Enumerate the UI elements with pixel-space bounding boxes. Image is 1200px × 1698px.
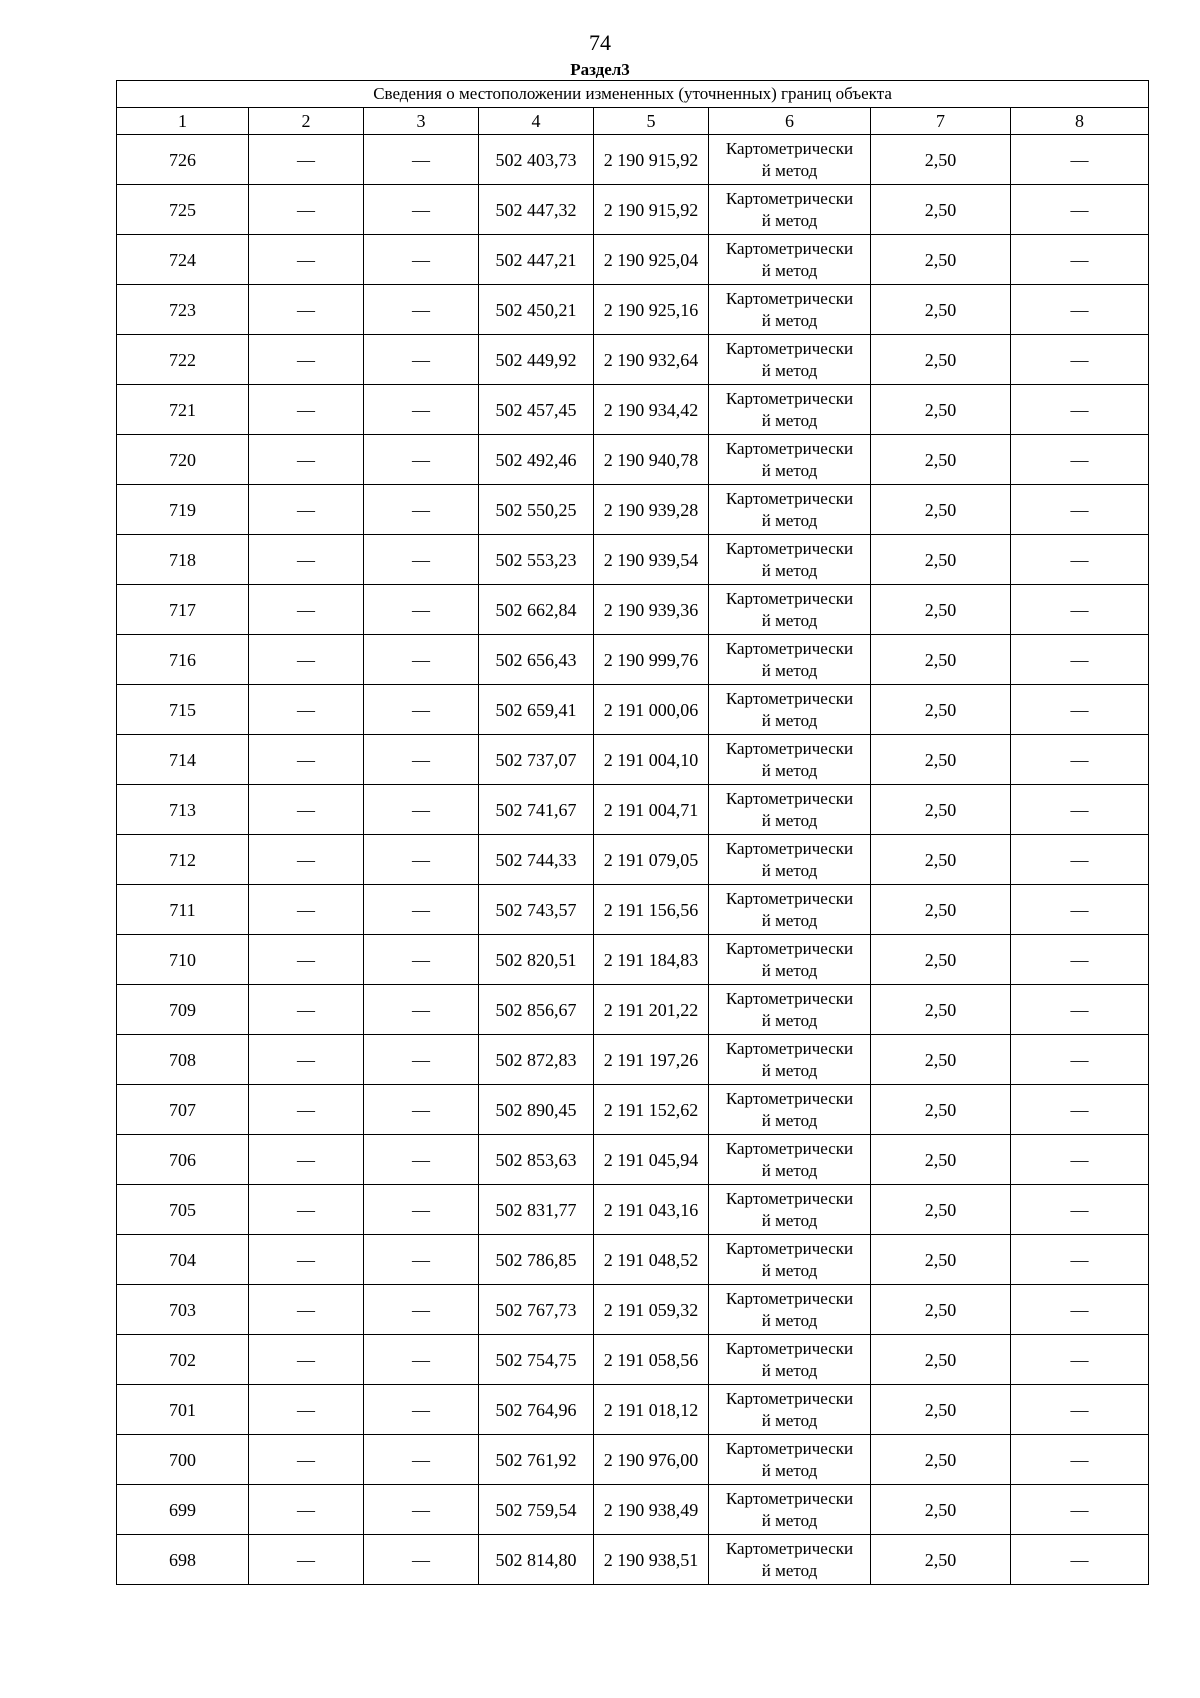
method-cell: Картометрически й метод	[709, 1435, 871, 1485]
method-cell: Картометрически й метод	[709, 835, 871, 885]
point-number-cell: 708	[117, 1035, 249, 1085]
x-coordinate-cell: 502 447,21	[479, 235, 594, 285]
method-cell: Картометрически й метод	[709, 1185, 871, 1235]
table-row	[117, 1035, 1149, 1085]
point-number-cell: 699	[117, 1485, 249, 1535]
column-8-cell: —	[1011, 485, 1149, 535]
page-number: 74	[589, 30, 611, 55]
x-coordinate-cell: 502 449,92	[479, 335, 594, 385]
table-row	[117, 585, 1149, 635]
x-coordinate-cell: 502 744,33	[479, 835, 594, 885]
method-cell: Картометрически й метод	[709, 1485, 871, 1535]
table-row	[117, 1435, 1149, 1485]
y-coordinate-cell: 2 191 152,62	[594, 1085, 709, 1135]
table-row	[117, 1135, 1149, 1185]
column-2-cell: —	[249, 485, 364, 535]
accuracy-cell: 2,50	[871, 1335, 1011, 1385]
table-row	[117, 1285, 1149, 1335]
y-coordinate-cell: 2 191 201,22	[594, 985, 709, 1035]
column-3-cell: —	[364, 685, 479, 735]
column-3-cell: —	[364, 435, 479, 485]
point-number-cell: 724	[117, 235, 249, 285]
column-3-cell: —	[364, 335, 479, 385]
point-number-cell: 722	[117, 335, 249, 385]
y-coordinate-cell: 2 190 938,49	[594, 1485, 709, 1535]
column-3-cell: —	[364, 635, 479, 685]
point-number-cell: 721	[117, 385, 249, 435]
point-number-cell: 713	[117, 785, 249, 835]
column-8-cell: —	[1011, 1235, 1149, 1285]
table-row	[117, 385, 1149, 435]
column-8-cell: —	[1011, 385, 1149, 435]
x-coordinate-cell: 502 403,73	[479, 135, 594, 185]
column-8-cell: —	[1011, 135, 1149, 185]
x-coordinate-cell: 502 767,73	[479, 1285, 594, 1335]
column-2-cell: —	[249, 685, 364, 735]
column-2-cell: —	[249, 435, 364, 485]
x-coordinate-cell: 502 786,85	[479, 1235, 594, 1285]
table-caption-row	[117, 81, 1149, 108]
column-8-cell: —	[1011, 635, 1149, 685]
column-2-cell: —	[249, 1235, 364, 1285]
x-coordinate-cell: 502 659,41	[479, 685, 594, 735]
table-row	[117, 1385, 1149, 1435]
column-header: 1	[117, 108, 249, 135]
point-number-cell: 706	[117, 1135, 249, 1185]
table-row	[117, 635, 1149, 685]
column-8-cell: —	[1011, 1035, 1149, 1085]
x-coordinate-cell: 502 759,54	[479, 1485, 594, 1535]
x-coordinate-cell: 502 872,83	[479, 1035, 594, 1085]
table-row	[117, 535, 1149, 585]
column-2-cell: —	[249, 1135, 364, 1185]
point-number-cell: 711	[117, 885, 249, 935]
accuracy-cell: 2,50	[871, 1385, 1011, 1435]
method-cell: Картометрически й метод	[709, 885, 871, 935]
method-cell: Картометрически й метод	[709, 535, 871, 585]
x-coordinate-cell: 502 550,25	[479, 485, 594, 535]
point-number-cell: 716	[117, 635, 249, 685]
table-row	[117, 135, 1149, 185]
column-8-cell: —	[1011, 1535, 1149, 1585]
table-row	[117, 235, 1149, 285]
column-2-cell: —	[249, 735, 364, 785]
table-body	[117, 135, 1149, 1585]
column-2-cell: —	[249, 1535, 364, 1585]
column-3-cell: —	[364, 1135, 479, 1185]
accuracy-cell: 2,50	[871, 485, 1011, 535]
column-3-cell: —	[364, 585, 479, 635]
table-row	[117, 835, 1149, 885]
accuracy-cell: 2,50	[871, 1085, 1011, 1135]
column-3-cell: —	[364, 1485, 479, 1535]
table-row	[117, 1485, 1149, 1535]
accuracy-cell: 2,50	[871, 1435, 1011, 1485]
table-row	[117, 735, 1149, 785]
y-coordinate-cell: 2 190 938,51	[594, 1535, 709, 1585]
y-coordinate-cell: 2 190 939,28	[594, 485, 709, 535]
method-cell: Картометрически й метод	[709, 1035, 871, 1085]
accuracy-cell: 2,50	[871, 935, 1011, 985]
column-8-cell: —	[1011, 835, 1149, 885]
y-coordinate-cell: 2 190 932,64	[594, 335, 709, 385]
point-number-cell: 704	[117, 1235, 249, 1285]
column-header: 3	[364, 108, 479, 135]
x-coordinate-cell: 502 662,84	[479, 585, 594, 635]
table-row	[117, 185, 1149, 235]
coordinates-table	[116, 80, 1149, 1585]
method-cell: Картометрически й метод	[709, 735, 871, 785]
x-coordinate-cell: 502 457,45	[479, 385, 594, 435]
table-row	[117, 935, 1149, 985]
column-3-cell: —	[364, 1335, 479, 1385]
point-number-cell: 725	[117, 185, 249, 235]
column-2-cell: —	[249, 1285, 364, 1335]
point-number-cell: 701	[117, 1385, 249, 1435]
method-cell: Картометрически й метод	[709, 685, 871, 735]
column-3-cell: —	[364, 485, 479, 535]
y-coordinate-cell: 2 191 079,05	[594, 835, 709, 885]
column-3-cell: —	[364, 1085, 479, 1135]
column-2-cell: —	[249, 1435, 364, 1485]
x-coordinate-cell: 502 553,23	[479, 535, 594, 585]
accuracy-cell: 2,50	[871, 585, 1011, 635]
column-8-cell: —	[1011, 885, 1149, 935]
column-2-cell: —	[249, 1335, 364, 1385]
column-8-cell: —	[1011, 185, 1149, 235]
column-3-cell: —	[364, 1285, 479, 1335]
column-8-cell: —	[1011, 1135, 1149, 1185]
accuracy-cell: 2,50	[871, 785, 1011, 835]
column-8-cell: —	[1011, 585, 1149, 635]
column-2-cell: —	[249, 635, 364, 685]
column-8-cell: —	[1011, 985, 1149, 1035]
column-2-cell: —	[249, 585, 364, 635]
accuracy-cell: 2,50	[871, 685, 1011, 735]
accuracy-cell: 2,50	[871, 535, 1011, 585]
column-2-cell: —	[249, 135, 364, 185]
column-3-cell: —	[364, 1435, 479, 1485]
column-8-cell: —	[1011, 1185, 1149, 1235]
y-coordinate-cell: 2 191 018,12	[594, 1385, 709, 1435]
column-header-row	[117, 108, 1149, 135]
column-3-cell: —	[364, 985, 479, 1035]
method-cell: Картометрически й метод	[709, 185, 871, 235]
y-coordinate-cell: 2 191 043,16	[594, 1185, 709, 1235]
y-coordinate-cell: 2 190 940,78	[594, 435, 709, 485]
column-3-cell: —	[364, 835, 479, 885]
column-header: 8	[1011, 108, 1149, 135]
y-coordinate-cell: 2 191 045,94	[594, 1135, 709, 1185]
x-coordinate-cell: 502 856,67	[479, 985, 594, 1035]
method-cell: Картометрически й метод	[709, 1135, 871, 1185]
accuracy-cell: 2,50	[871, 185, 1011, 235]
point-number-cell: 712	[117, 835, 249, 885]
x-coordinate-cell: 502 737,07	[479, 735, 594, 785]
accuracy-cell: 2,50	[871, 1135, 1011, 1185]
column-3-cell: —	[364, 935, 479, 985]
accuracy-cell: 2,50	[871, 135, 1011, 185]
point-number-cell: 717	[117, 585, 249, 635]
column-8-cell: —	[1011, 435, 1149, 485]
point-number-cell: 719	[117, 485, 249, 535]
accuracy-cell: 2,50	[871, 1485, 1011, 1535]
method-cell: Картометрически й метод	[709, 635, 871, 685]
column-2-cell: —	[249, 935, 364, 985]
column-2-cell: —	[249, 185, 364, 235]
column-header: 7	[871, 108, 1011, 135]
y-coordinate-cell: 2 191 184,83	[594, 935, 709, 985]
point-number-cell: 710	[117, 935, 249, 985]
table-row	[117, 435, 1149, 485]
x-coordinate-cell: 502 814,80	[479, 1535, 594, 1585]
x-coordinate-cell: 502 853,63	[479, 1135, 594, 1185]
column-8-cell: —	[1011, 1435, 1149, 1485]
table-row	[117, 485, 1149, 535]
x-coordinate-cell: 502 450,21	[479, 285, 594, 335]
y-coordinate-cell: 2 191 197,26	[594, 1035, 709, 1085]
method-cell: Картометрически й метод	[709, 385, 871, 435]
table-row	[117, 1085, 1149, 1135]
method-cell: Картометрически й метод	[709, 1385, 871, 1435]
column-2-cell: —	[249, 285, 364, 335]
point-number-cell: 714	[117, 735, 249, 785]
y-coordinate-cell: 2 191 048,52	[594, 1235, 709, 1285]
column-3-cell: —	[364, 885, 479, 935]
y-coordinate-cell: 2 190 915,92	[594, 185, 709, 235]
point-number-cell: 698	[117, 1535, 249, 1585]
y-coordinate-cell: 2 190 939,36	[594, 585, 709, 635]
method-cell: Картометрически й метод	[709, 1285, 871, 1335]
y-coordinate-cell: 2 191 000,06	[594, 685, 709, 735]
method-cell: Картометрически й метод	[709, 135, 871, 185]
y-coordinate-cell: 2 190 934,42	[594, 385, 709, 435]
point-number-cell: 700	[117, 1435, 249, 1485]
table-row	[117, 885, 1149, 935]
column-2-cell: —	[249, 985, 364, 1035]
column-3-cell: —	[364, 1235, 479, 1285]
accuracy-cell: 2,50	[871, 435, 1011, 485]
point-number-cell: 720	[117, 435, 249, 485]
table-row	[117, 785, 1149, 835]
column-3-cell: —	[364, 1535, 479, 1585]
column-header: 4	[479, 108, 594, 135]
x-coordinate-cell: 502 761,92	[479, 1435, 594, 1485]
accuracy-cell: 2,50	[871, 835, 1011, 885]
method-cell: Картометрически й метод	[709, 785, 871, 835]
column-3-cell: —	[364, 1185, 479, 1235]
point-number-cell: 723	[117, 285, 249, 335]
accuracy-cell: 2,50	[871, 235, 1011, 285]
method-cell: Картометрически й метод	[709, 285, 871, 335]
x-coordinate-cell: 502 820,51	[479, 935, 594, 985]
method-cell: Картометрически й метод	[709, 585, 871, 635]
column-2-cell: —	[249, 1485, 364, 1535]
accuracy-cell: 2,50	[871, 1235, 1011, 1285]
method-cell: Картометрически й метод	[709, 235, 871, 285]
table-row	[117, 285, 1149, 335]
column-2-cell: —	[249, 1385, 364, 1435]
column-2-cell: —	[249, 885, 364, 935]
accuracy-cell: 2,50	[871, 635, 1011, 685]
column-8-cell: —	[1011, 735, 1149, 785]
table-row	[117, 1535, 1149, 1585]
x-coordinate-cell: 502 656,43	[479, 635, 594, 685]
accuracy-cell: 2,50	[871, 885, 1011, 935]
column-2-cell: —	[249, 1185, 364, 1235]
column-2-cell: —	[249, 335, 364, 385]
method-cell: Картометрически й метод	[709, 1535, 871, 1585]
column-3-cell: —	[364, 785, 479, 835]
column-header: 6	[709, 108, 871, 135]
method-cell: Картометрически й метод	[709, 435, 871, 485]
table-row	[117, 985, 1149, 1035]
table-caption: Сведения о местоположении измененных (уточненных) границ объекта	[117, 81, 1149, 108]
point-number-cell: 707	[117, 1085, 249, 1135]
accuracy-cell: 2,50	[871, 735, 1011, 785]
method-cell: Картометрически й метод	[709, 935, 871, 985]
column-3-cell: —	[364, 1035, 479, 1085]
point-number-cell: 726	[117, 135, 249, 185]
column-2-cell: —	[249, 235, 364, 285]
column-8-cell: —	[1011, 285, 1149, 335]
method-cell: Картометрически й метод	[709, 335, 871, 385]
table-row	[117, 685, 1149, 735]
y-coordinate-cell: 2 191 156,56	[594, 885, 709, 935]
x-coordinate-cell: 502 447,32	[479, 185, 594, 235]
y-coordinate-cell: 2 190 976,00	[594, 1435, 709, 1485]
accuracy-cell: 2,50	[871, 985, 1011, 1035]
y-coordinate-cell: 2 191 059,32	[594, 1285, 709, 1335]
y-coordinate-cell: 2 190 915,92	[594, 135, 709, 185]
table-row	[117, 1185, 1149, 1235]
method-cell: Картометрически й метод	[709, 485, 871, 535]
accuracy-cell: 2,50	[871, 385, 1011, 435]
column-8-cell: —	[1011, 1485, 1149, 1535]
column-8-cell: —	[1011, 1085, 1149, 1135]
point-number-cell: 702	[117, 1335, 249, 1385]
table-row	[117, 335, 1149, 385]
y-coordinate-cell: 2 190 939,54	[594, 535, 709, 585]
section-title: Раздел3	[570, 60, 630, 79]
x-coordinate-cell: 502 764,96	[479, 1385, 594, 1435]
column-8-cell: —	[1011, 785, 1149, 835]
x-coordinate-cell: 502 890,45	[479, 1085, 594, 1135]
column-3-cell: —	[364, 185, 479, 235]
point-number-cell: 715	[117, 685, 249, 735]
x-coordinate-cell: 502 741,67	[479, 785, 594, 835]
accuracy-cell: 2,50	[871, 1285, 1011, 1335]
column-8-cell: —	[1011, 1335, 1149, 1385]
point-number-cell: 705	[117, 1185, 249, 1235]
column-8-cell: —	[1011, 685, 1149, 735]
x-coordinate-cell: 502 831,77	[479, 1185, 594, 1235]
accuracy-cell: 2,50	[871, 1185, 1011, 1235]
column-2-cell: —	[249, 385, 364, 435]
column-header: 5	[594, 108, 709, 135]
column-3-cell: —	[364, 735, 479, 785]
x-coordinate-cell: 502 492,46	[479, 435, 594, 485]
column-8-cell: —	[1011, 935, 1149, 985]
accuracy-cell: 2,50	[871, 1535, 1011, 1585]
column-header: 2	[249, 108, 364, 135]
method-cell: Картометрически й метод	[709, 985, 871, 1035]
column-2-cell: —	[249, 835, 364, 885]
column-8-cell: —	[1011, 335, 1149, 385]
column-3-cell: —	[364, 285, 479, 335]
column-3-cell: —	[364, 235, 479, 285]
column-8-cell: —	[1011, 235, 1149, 285]
y-coordinate-cell: 2 190 925,16	[594, 285, 709, 335]
column-2-cell: —	[249, 785, 364, 835]
column-2-cell: —	[249, 1085, 364, 1135]
table-row	[117, 1335, 1149, 1385]
column-3-cell: —	[364, 135, 479, 185]
y-coordinate-cell: 2 190 925,04	[594, 235, 709, 285]
table-row	[117, 1235, 1149, 1285]
method-cell: Картометрически й метод	[709, 1335, 871, 1385]
point-number-cell: 703	[117, 1285, 249, 1335]
y-coordinate-cell: 2 191 058,56	[594, 1335, 709, 1385]
column-3-cell: —	[364, 535, 479, 585]
accuracy-cell: 2,50	[871, 285, 1011, 335]
method-cell: Картометрически й метод	[709, 1235, 871, 1285]
accuracy-cell: 2,50	[871, 335, 1011, 385]
column-2-cell: —	[249, 535, 364, 585]
method-cell: Картометрически й метод	[709, 1085, 871, 1135]
y-coordinate-cell: 2 191 004,71	[594, 785, 709, 835]
column-8-cell: —	[1011, 1385, 1149, 1435]
column-8-cell: —	[1011, 1285, 1149, 1335]
y-coordinate-cell: 2 190 999,76	[594, 635, 709, 685]
y-coordinate-cell: 2 191 004,10	[594, 735, 709, 785]
point-number-cell: 718	[117, 535, 249, 585]
accuracy-cell: 2,50	[871, 1035, 1011, 1085]
column-2-cell: —	[249, 1035, 364, 1085]
x-coordinate-cell: 502 754,75	[479, 1335, 594, 1385]
point-number-cell: 709	[117, 985, 249, 1035]
column-3-cell: —	[364, 385, 479, 435]
x-coordinate-cell: 502 743,57	[479, 885, 594, 935]
column-3-cell: —	[364, 1385, 479, 1435]
column-8-cell: —	[1011, 535, 1149, 585]
